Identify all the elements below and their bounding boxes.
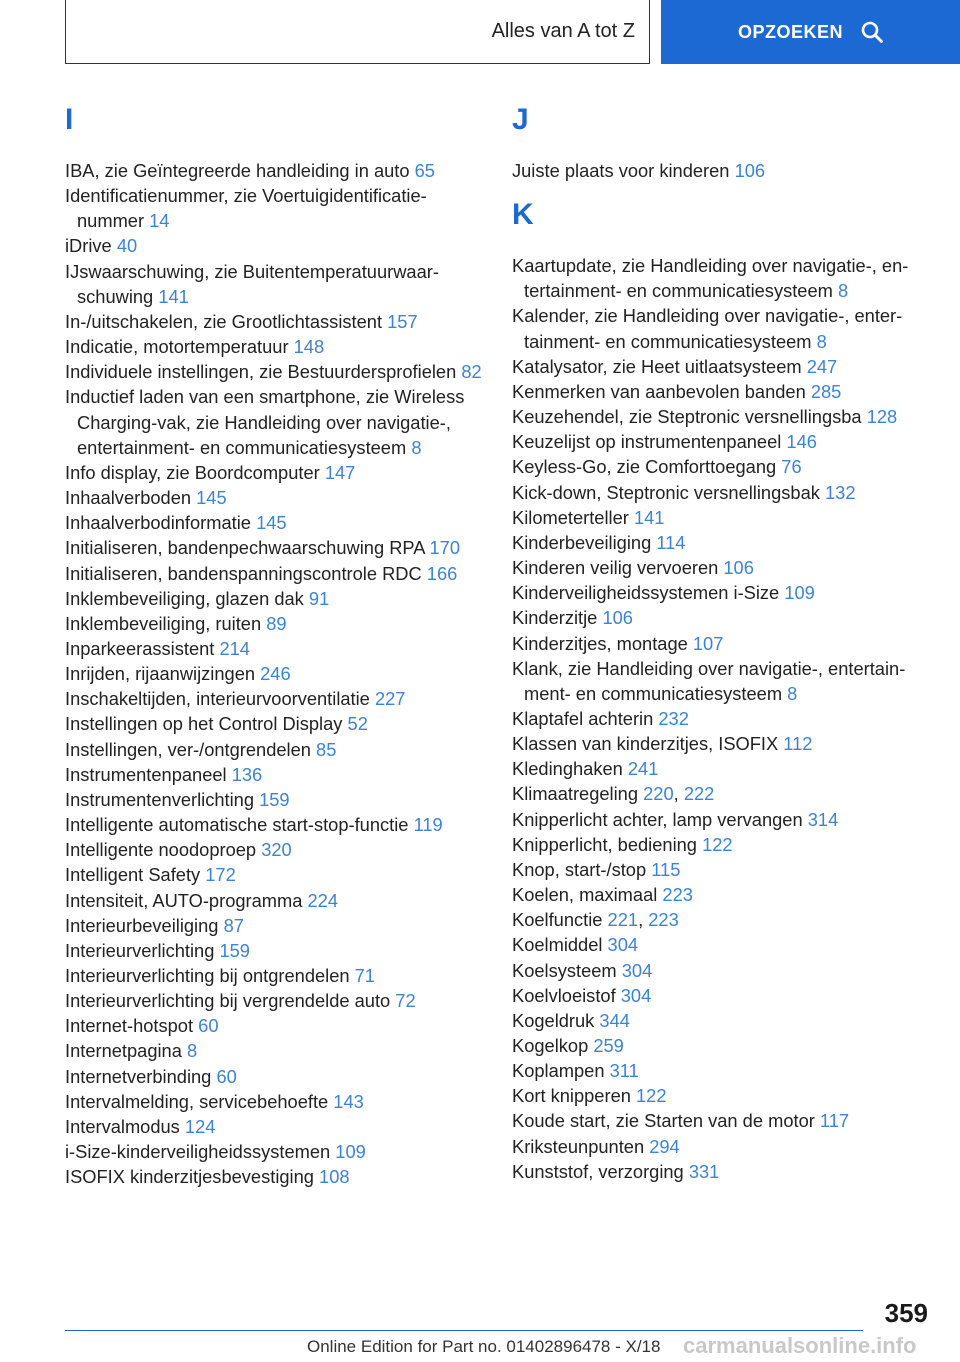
index-entry xyxy=(65,862,485,887)
index-entry xyxy=(512,404,932,429)
index-entry-text: Kinderveiligheidssystemen i-Size xyxy=(512,582,780,604)
page-link[interactable]: 166 xyxy=(426,562,458,584)
index-entry xyxy=(65,762,485,787)
page-link[interactable]: 223 xyxy=(648,909,679,931)
page-link[interactable]: 148 xyxy=(293,336,325,358)
index-entry xyxy=(65,913,485,938)
page-link[interactable]: 72 xyxy=(395,990,416,1012)
footer-watermark: carmanualsonline.info xyxy=(683,1333,917,1358)
index-entry xyxy=(512,530,932,555)
index-entry-text: Kledinghaken xyxy=(512,758,623,780)
index-entry-text: Intelligent Safety xyxy=(65,864,201,886)
page-link[interactable]: 14 xyxy=(149,210,170,232)
index-entry-text: Kick-down, Steptronic versnellingsbak xyxy=(512,481,820,503)
index-entry-text: ISOFIX kinderzitjesbevestiging xyxy=(65,1166,314,1188)
tab-search[interactable] xyxy=(661,0,960,64)
index-entry: Klimaatregeling 220, 222 xyxy=(512,783,715,805)
page-link[interactable]: 115 xyxy=(651,858,681,880)
index-entry xyxy=(65,259,485,309)
index-entry xyxy=(65,510,485,535)
index-entry xyxy=(65,837,485,862)
page-link[interactable]: 124 xyxy=(184,1115,216,1137)
index-entry-text: Inhaalverboden xyxy=(65,487,192,509)
index-entry-text: Kogeldruk xyxy=(512,1009,595,1031)
page-link[interactable]: 159 xyxy=(219,939,250,961)
page-link[interactable]: 147 xyxy=(324,461,356,483)
page-link[interactable]: 314 xyxy=(807,808,839,830)
index-entry xyxy=(65,1164,485,1189)
page-link[interactable]: 247 xyxy=(806,355,838,377)
index-entry-text: IBA, zie Geïntegreerde handleiding in auto xyxy=(65,160,410,181)
index-entry-text: Keyless-Go, zie Comforttoegang xyxy=(512,456,777,478)
index-entry xyxy=(65,938,485,963)
section-letter-k: K xyxy=(512,198,534,232)
index-entry xyxy=(65,384,485,459)
index-entry-text: Info display, zie Boordcomputer xyxy=(65,461,320,483)
page-link[interactable]: 136 xyxy=(231,763,263,785)
index-entry-text: Intensiteit, AUTO-programma xyxy=(65,889,303,911)
index-entry-text: IJswaarschuwing, zie Buitentemperatuurwaarschuwing xyxy=(65,260,439,307)
index-entry-text: Inductief laden van een smartphone, zie Wireless Charging-vak, zie Handleiding over navigatie-, entertainment- en communicatiesysteem xyxy=(65,386,465,458)
page-link[interactable]: 344 xyxy=(599,1009,630,1031)
page-link[interactable]: 320 xyxy=(261,839,292,861)
index-entry-text: Kriksteunpunten xyxy=(512,1135,645,1157)
index-entry xyxy=(512,605,932,630)
index-list-i xyxy=(65,158,485,1189)
index-list-k xyxy=(512,253,932,1184)
index-column-right xyxy=(512,100,932,1184)
index-entry xyxy=(65,963,485,988)
index-entry-text: Katalysator, zie Heet uitlaatsysteem xyxy=(512,355,802,377)
index-entry xyxy=(512,354,932,379)
search-icon xyxy=(861,21,883,43)
index-entry-text: Koelfunctie xyxy=(512,909,603,931)
index-entry-text: Koelvloeistof xyxy=(512,984,616,1006)
page-link[interactable]: 8 xyxy=(411,436,422,458)
index-entry xyxy=(65,1013,485,1038)
page-link[interactable]: 304 xyxy=(620,984,652,1006)
page-link[interactable]: 143 xyxy=(333,1090,364,1112)
index-entry xyxy=(512,505,932,530)
index-entry xyxy=(65,737,485,762)
top-navigation xyxy=(0,0,960,66)
index-entry-text: Koelen, maximaal xyxy=(512,884,658,906)
index-entry xyxy=(512,656,932,706)
index-entry xyxy=(65,1139,485,1164)
index-entry xyxy=(65,611,485,636)
index-entry xyxy=(512,631,932,656)
page-link[interactable]: 82 xyxy=(461,361,482,383)
page-link[interactable]: 214 xyxy=(219,637,250,659)
page-link[interactable]: 146 xyxy=(786,431,817,453)
index-entry xyxy=(512,1083,932,1108)
page-number: 359 xyxy=(884,1298,928,1328)
index-entry xyxy=(512,857,932,882)
index-entry xyxy=(512,958,932,983)
page-link[interactable]: 157 xyxy=(387,310,418,332)
page-link[interactable]: 246 xyxy=(260,663,291,685)
index-entry-text: Kinderzitjes, montage xyxy=(512,632,688,654)
index-entry xyxy=(512,1159,932,1184)
index-entry-text: Instrumentenpaneel xyxy=(65,763,227,785)
page-link[interactable]: 109 xyxy=(335,1141,366,1163)
index-entry-text: Knipperlicht achter, lamp vervangen xyxy=(512,808,803,830)
page-link[interactable]: 89 xyxy=(266,612,287,634)
tab-search-label: OPZOEKEN xyxy=(737,21,843,42)
index-entry-text: Interieurverlichting bij ontgrendelen xyxy=(65,965,350,986)
index-entry xyxy=(512,379,932,404)
index-list-j xyxy=(512,158,932,183)
index-entry-text: Interieurverlichting xyxy=(65,939,215,961)
index-entry xyxy=(512,454,932,479)
page-link[interactable]: 221 xyxy=(607,909,639,931)
index-entry-text: Intervalmodus xyxy=(65,1115,180,1137)
footer-divider xyxy=(65,1330,863,1331)
index-entry xyxy=(65,586,485,611)
index-entry-text: Kogelkop xyxy=(512,1035,589,1056)
page-link[interactable]: 8 xyxy=(787,682,798,704)
page-link[interactable]: 159 xyxy=(259,788,290,810)
index-entry xyxy=(512,1058,932,1083)
page-link[interactable]: 76 xyxy=(781,456,802,478)
index-entry xyxy=(65,988,485,1013)
page-link[interactable]: 145 xyxy=(196,487,227,509)
page-link[interactable]: 141 xyxy=(158,285,189,307)
page-link[interactable]: 106 xyxy=(602,607,633,629)
index-entry-text: Knop, start-/stop xyxy=(512,858,647,880)
index-entry-text: Klank, zie Handleiding over navigatie-, entertainment- en communicatiesysteem xyxy=(512,657,906,704)
index-entry-text: Intelligente automatische start-stop-functie xyxy=(65,814,409,836)
page-link[interactable]: 241 xyxy=(627,758,659,780)
page-link[interactable]: 60 xyxy=(216,1065,237,1087)
tab-a-to-z[interactable] xyxy=(65,0,650,64)
index-entry xyxy=(512,303,932,353)
index-entry-text: Klimaatregeling xyxy=(512,783,639,805)
index-column-left xyxy=(65,100,485,1189)
index-entry-text: Keuzehendel, zie Steptronic versnellingsba xyxy=(512,406,862,428)
index-entry xyxy=(512,1134,932,1159)
page-link[interactable]: 222 xyxy=(683,783,715,805)
page-link[interactable]: 232 xyxy=(658,707,689,729)
index-entry xyxy=(65,334,485,359)
index-entry xyxy=(65,661,485,686)
page-link[interactable]: 145 xyxy=(256,512,287,534)
index-entry-text: Koude start, zie Starten van de motor xyxy=(512,1110,815,1132)
index-entry-text: Inschakeltijden, interieurvoorventilatie xyxy=(65,688,370,710)
index-entry xyxy=(512,731,932,756)
index-entry-text: iDrive xyxy=(65,235,112,257)
index-entry-text: Kort knipperen xyxy=(512,1085,631,1107)
index-entry xyxy=(512,429,932,454)
page-link[interactable]: 112 xyxy=(783,733,813,755)
page-link[interactable]: 114 xyxy=(656,531,686,553)
section-letter-i: I xyxy=(65,103,74,136)
index-entry-text: Kinderzitje xyxy=(512,607,598,629)
footer-edition: Online Edition for Part no. 01402896478 - X/18 xyxy=(307,1337,661,1356)
index-entry xyxy=(65,309,485,334)
index-entry xyxy=(65,158,485,183)
page-link[interactable]: 107 xyxy=(692,632,724,654)
index-entry-text: Intervalmelding, servicebehoefte xyxy=(65,1090,329,1112)
page-link[interactable]: 65 xyxy=(414,160,435,181)
index-entry-text: Identificatienummer, zie Voertuigidentificatienummer xyxy=(65,185,427,232)
index-entry-text: Inparkeerassistent xyxy=(65,637,215,659)
page-link[interactable]: 220 xyxy=(643,783,674,805)
page-link[interactable]: 141 xyxy=(633,506,665,528)
index-entry-text: Klaptafel achterin xyxy=(512,707,654,729)
index-entry-text: Juiste plaats voor kinderen xyxy=(512,160,730,181)
index-entry xyxy=(512,580,932,605)
section-letter-j: J xyxy=(512,103,529,136)
page-link[interactable]: 132 xyxy=(824,481,856,503)
page-link[interactable]: 87 xyxy=(223,914,244,936)
index-entry xyxy=(65,812,485,837)
index-entry xyxy=(65,535,485,560)
index-entry xyxy=(512,1108,932,1133)
page-link[interactable]: 52 xyxy=(347,713,368,735)
index-entry xyxy=(512,756,932,781)
page-link[interactable]: 91 xyxy=(308,587,330,609)
index-entry-text: Interieurbeveiliging xyxy=(65,914,219,936)
page-link[interactable]: 172 xyxy=(205,864,236,886)
index-entry-text: Individuele instellingen, zie Bestuurdersprofielen xyxy=(65,361,457,383)
index-entry-text: Indicatie, motortemperatuur xyxy=(65,336,289,358)
tab-a-to-z-label: Alles van A tot Z xyxy=(491,20,635,42)
page-link[interactable]: 223 xyxy=(662,884,693,906)
index-entry xyxy=(65,1089,485,1114)
page-link[interactable]: 8 xyxy=(837,280,849,302)
index-entry xyxy=(512,706,932,731)
index-entry xyxy=(65,787,485,812)
index-entry-text: Koelmiddel xyxy=(512,934,603,956)
page-link[interactable]: 106 xyxy=(734,160,766,181)
index-entry xyxy=(65,485,485,510)
page-link[interactable]: 109 xyxy=(784,582,815,604)
page-link[interactable]: 117 xyxy=(819,1110,850,1132)
index-entry: Koelfunctie 221, 223 xyxy=(512,909,679,931)
index-entry xyxy=(512,158,932,183)
index-entry xyxy=(65,888,485,913)
index-entry-text: i-Size-kinderveiligheidssystemen xyxy=(65,1141,331,1163)
index-entry-text: Internetpagina xyxy=(65,1040,182,1062)
index-entry-text: Internetverbinding xyxy=(65,1065,212,1087)
index-entry xyxy=(65,686,485,711)
index-entry-text: Instellingen, ver-/ontgrendelen xyxy=(65,738,311,760)
index-entry xyxy=(512,807,932,832)
page-link[interactable]: 122 xyxy=(702,833,733,855)
index-entry xyxy=(65,359,485,384)
page-link[interactable]: 8 xyxy=(187,1040,198,1062)
index-entry-text: Kinderbeveiliging xyxy=(512,531,652,553)
page-link[interactable]: 60 xyxy=(198,1015,219,1037)
page-link[interactable]: 170 xyxy=(429,537,461,559)
index-entry xyxy=(65,1114,485,1139)
index-entry-text: Kaartupdate, zie Handleiding over navigatie-, entertainment- en communicatiesysteem xyxy=(512,255,909,302)
page-link[interactable]: 122 xyxy=(636,1085,667,1107)
index-entry xyxy=(65,1064,485,1089)
index-entry xyxy=(65,561,485,586)
page-link[interactable]: 331 xyxy=(688,1160,720,1182)
page-link[interactable]: 259 xyxy=(593,1035,624,1056)
index-entry-text: Kunststof, verzorging xyxy=(512,1160,684,1182)
index-entry-text: Inklembeveiliging, glazen dak xyxy=(65,587,304,609)
index-entry xyxy=(512,555,932,580)
page-link[interactable]: 128 xyxy=(866,406,898,428)
index-entry-text: Inklembeveiliging, ruiten xyxy=(65,612,262,634)
page-link[interactable]: 311 xyxy=(609,1060,639,1082)
index-entry-text: Intelligente noodoproep xyxy=(65,839,257,861)
index-entry-text: Initialiseren, bandenspanningscontrole RDC xyxy=(65,562,422,584)
index-entry-text: Kilometerteller xyxy=(512,506,629,528)
index-entry xyxy=(65,636,485,661)
index-entry-text: Koplampen xyxy=(512,1060,605,1082)
page-link[interactable]: 71 xyxy=(354,965,375,986)
index-entry-text: Keuzelijst op instrumentenpaneel xyxy=(512,431,782,453)
page-link[interactable]: 40 xyxy=(116,235,138,257)
index-entry xyxy=(512,253,932,303)
index-entry-text: In-/uitschakelen, zie Grootlichtassistent xyxy=(65,310,383,332)
index-entry-text: Initialiseren, bandenpechwaarschuwing RPA xyxy=(65,537,425,559)
index-entry xyxy=(512,882,932,907)
index-entry-text: Knipperlicht, bediening xyxy=(512,833,697,855)
index-entry-text: Koelsysteem xyxy=(512,959,617,981)
index-entry xyxy=(65,460,485,485)
index-entry xyxy=(65,1038,485,1063)
page-link[interactable]: 224 xyxy=(307,889,339,911)
index-entry xyxy=(512,983,932,1008)
index-entry xyxy=(65,233,485,258)
page-link[interactable]: 108 xyxy=(319,1166,350,1188)
index-entry-text: Instellingen op het Control Display xyxy=(65,713,343,735)
page-link[interactable]: 285 xyxy=(810,380,842,402)
index-entry xyxy=(65,711,485,736)
page-link[interactable]: 304 xyxy=(607,934,639,956)
index-entry-text: Klassen van kinderzitjes, ISOFIX xyxy=(512,733,779,755)
index-entry-text: Inhaalverbodinformatie xyxy=(65,512,251,534)
index-entry-text: Instrumentenverlichting xyxy=(65,788,254,810)
page-link[interactable]: 85 xyxy=(316,738,337,760)
page-link[interactable]: 106 xyxy=(723,557,754,579)
index-entry-text: Kinderen veilig vervoeren xyxy=(512,557,719,579)
index-entry xyxy=(65,183,485,233)
page-link[interactable]: 8 xyxy=(816,330,827,352)
index-entry xyxy=(512,480,932,505)
index-entry xyxy=(512,932,932,957)
index-entry-text: Kenmerken van aanbevolen banden xyxy=(512,380,806,402)
index-entry-text: Internet-hotspot xyxy=(65,1015,194,1037)
index-entry-text: Kalender, zie Handleiding over navigatie-, entertainment- en communicatiesysteem xyxy=(512,305,903,352)
index-entry-text: Inrijden, rijaanwijzingen xyxy=(65,663,256,685)
page-link[interactable]: 119 xyxy=(413,814,443,836)
index-entry xyxy=(512,1008,932,1033)
page-link[interactable]: 304 xyxy=(621,959,653,981)
page-link[interactable]: 294 xyxy=(649,1135,680,1157)
index-entry xyxy=(512,1033,932,1058)
index-entry-text: Interieurverlichting bij vergrendelde auto xyxy=(65,990,391,1012)
page-link[interactable]: 227 xyxy=(374,688,406,710)
index-entry xyxy=(512,832,932,857)
